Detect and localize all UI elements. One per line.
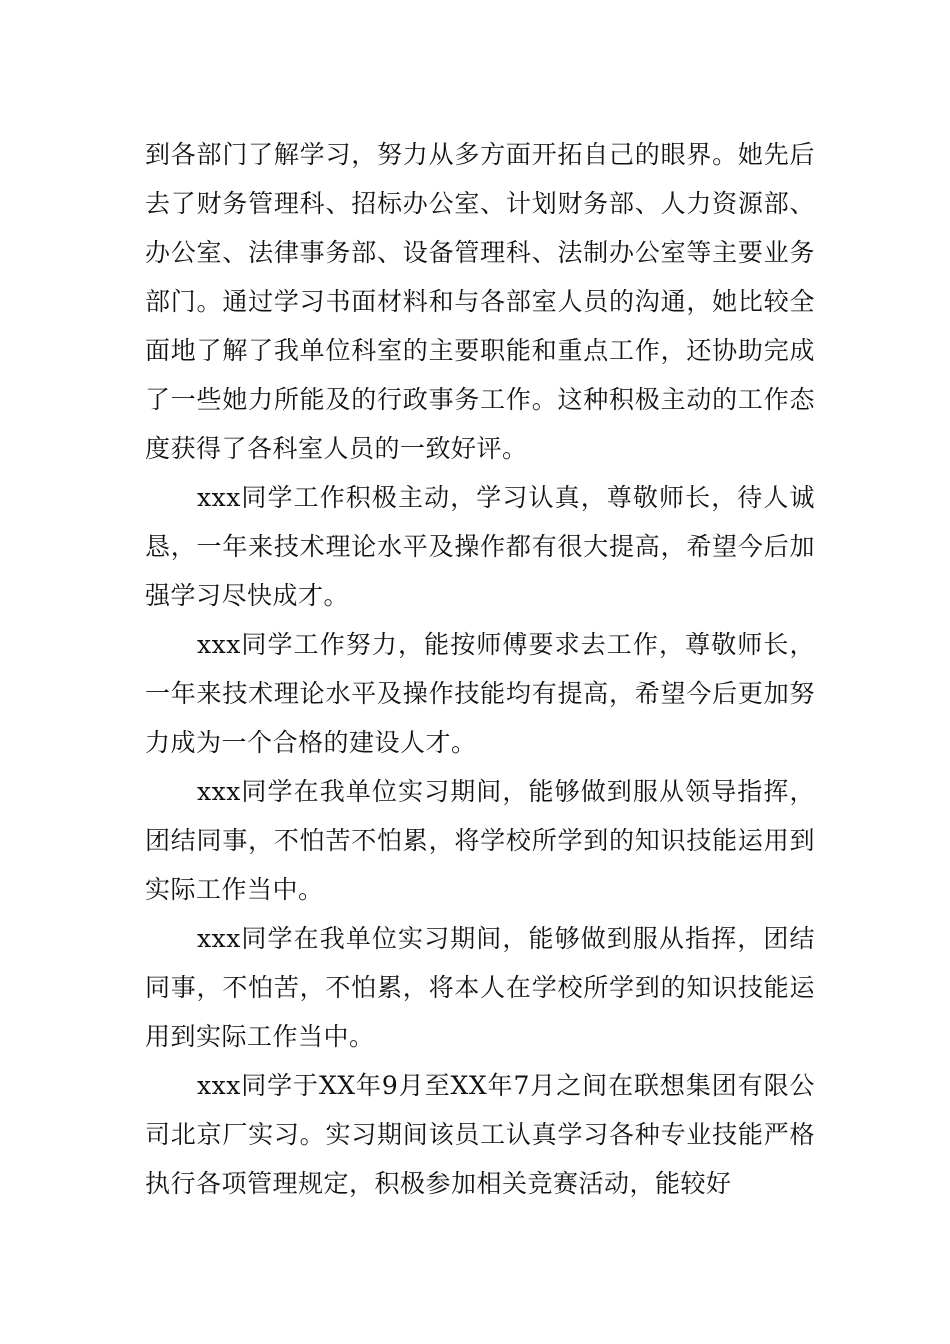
paragraph-5: xxx同学在我单位实习期间，能够做到服从指挥，团结同事，不怕苦，不怕累，将本人在学校所学到的知识技能运用到实际工作当中。 (145, 924, 815, 1051)
document-body (145, 130, 815, 1208)
paragraph-3: xxx同学工作努力，能按师傅要求去工作，尊敬师长，一年来技术理论水平及操作技能均有提高，希望今后更加努力成为一个合格的建设人才。 (145, 630, 815, 757)
paragraph-6: xxx同学于XX年9月至XX年7月之间在联想集团有限公司北京厂实习。实习期间该员工认真学习各种专业技能严格执行各项管理规定，积极参加相关竞赛活动，能较好 (145, 1071, 815, 1198)
paragraph-2: xxx同学工作积极主动，学习认真，尊敬师长，待人诚恳，一年来技术理论水平及操作都有很大提高，希望今后加强学习尽快成才。 (145, 483, 815, 610)
paragraph-1: 到各部门了解学习，努力从多方面开拓自己的眼界。她先后去了财务管理科、招标办公室、计划财务部、人力资源部、办公室、法律事务部、设备管理科、法制办公室等主要业务部门。通过学习书面材料和与各部室人员的沟通，她比较全面地了解了我单位科室的主要职能和重点工作，还协助完成了一些她力所能及的行政事务工作。这种积极主动的工作态度获得了各科室人员的一致好评。 (145, 140, 815, 463)
paragraph-4: xxx同学在我单位实习期间，能够做到服从领导指挥，团结同事，不怕苦不怕累，将学校所学到的知识技能运用到实际工作当中。 (145, 777, 815, 904)
